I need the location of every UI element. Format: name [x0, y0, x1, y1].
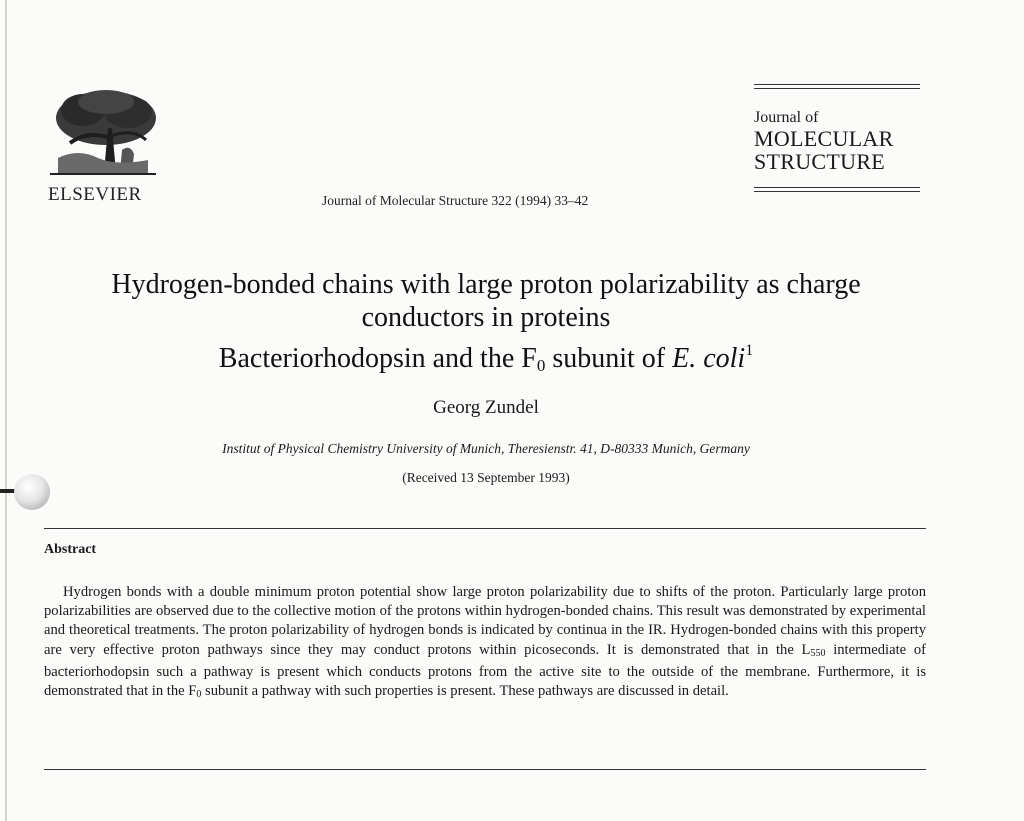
elsevier-tree-icon [48, 88, 158, 180]
journal-name-line2: STRUCTURE [754, 149, 886, 174]
abstract-text [44, 583, 926, 704]
masthead-rule-top [754, 84, 920, 89]
title-line-3-start: Bacteriorhodopsin and the F [218, 343, 537, 374]
abstract-rule-top [44, 528, 926, 529]
author-affiliation: Institut of Physical Chemistry University of Munich, Theresienstr. 41, D-80333 Munich, Germany [222, 441, 750, 456]
abstract-part-1: Hydrogen bonds with a double minimum proton potential show large proton polarizability due to shifts of the proton. Particularly large proton polarizabilities are observed due to the collective motion of the protons within hydrogen-bonded chains. This result was demonstrated by experimental and theoretical treatments. The proton polarizability of hydrogen bonds is indicated by continua in the IR. Hydrogen-bonded chains with this property are very effective proton pathways since they may conduct protons within picoseconds. It is demonstrated that in the L [44, 584, 926, 658]
title-footnote-mark: 1 [745, 342, 754, 359]
title-subscript: 0 [536, 356, 546, 375]
masthead-rule-bottom [754, 187, 920, 192]
abstract-subscript-1: 550 [810, 647, 826, 659]
article-title [0, 268, 972, 382]
abstract-subscript-2: 0 [196, 689, 202, 701]
title-line-1: Hydrogen-bonded chains with large proton polarizability as charge [111, 269, 861, 300]
publisher-name: ELSEVIER [48, 184, 142, 205]
title-line-2: conductors in proteins [361, 302, 611, 333]
received-date: (Received 13 September 1993) [402, 470, 570, 485]
journal-masthead [754, 84, 920, 192]
abstract-part-2: intermediate of bacteriorhodopsin such a pathway is present which conducts protons from the active site to the outside of the membrane. Furthermore, it is demonstrated that in the F [44, 641, 927, 700]
journal-name-line1: MOLECULAR [754, 126, 894, 151]
title-line-3 [0, 334, 972, 382]
author-name: Georg Zundel [433, 397, 539, 418]
journal-of-label: Journal of [754, 109, 819, 126]
publisher-logo [48, 88, 158, 206]
journal-citation: Journal of Molecular Structure 322 (1994) 33–42 [322, 193, 589, 208]
abstract-heading: Abstract [44, 542, 97, 557]
title-line-3-middle: subunit of [545, 343, 673, 374]
abstract-rule-bottom [44, 769, 926, 770]
abstract-part-3: subunit a pathway with such properties is present. These pathways are discussed in detail. [201, 683, 729, 700]
title-organism: E. coli [672, 343, 746, 374]
